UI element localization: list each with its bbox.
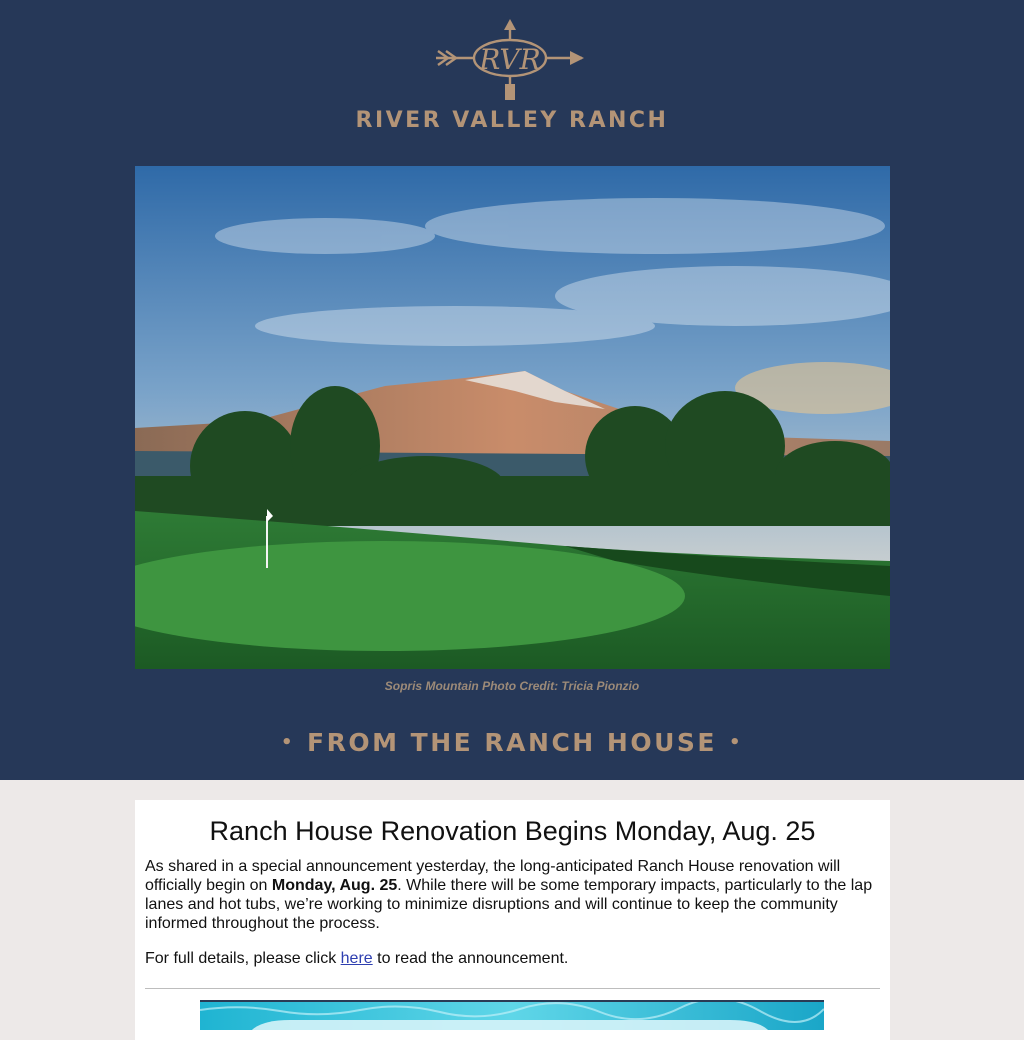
- article-title: Ranch House Renovation Begins Monday, Aug. 25: [209, 816, 816, 846]
- intro-date: Monday, Aug. 25: [271, 877, 398, 894]
- arrow-monogram-icon: [432, 18, 588, 104]
- announcement-link[interactable]: here: [340, 950, 373, 967]
- bullet-right: •: [728, 732, 743, 753]
- details-text: For full details, please click: [145, 950, 341, 967]
- details-text-rest: to read the announcement.: [372, 950, 569, 967]
- article-intro: [145, 857, 880, 933]
- ranch-logo: [432, 18, 588, 104]
- bullet-left: •: [280, 732, 295, 753]
- article-card: [135, 800, 890, 1040]
- section-heading-text: FROM THE RANCH HOUSE: [307, 728, 717, 757]
- divider: [145, 988, 880, 989]
- intro-text: As shared in a special announcement yesterday, the long-anticipated Ranch House renovation will officially begin on: [145, 858, 841, 894]
- photo-caption: Sopris Mountain Photo Credit: Tricia Pionzio: [384, 679, 640, 693]
- pool-image: [200, 1000, 824, 1030]
- section-heading: [0, 728, 1024, 757]
- hero-image: [135, 166, 890, 669]
- article-details: [145, 949, 880, 968]
- logo-monogram: RVR: [479, 43, 541, 76]
- intro-text-rest: . While there will be some temporary impacts, particularly to the lap lanes and hot tubs, we’re working to minimize disruptions and will continue to keep the community informed throughout the process.: [145, 877, 873, 932]
- brand-name: RIVER VALLEY RANCH: [355, 108, 669, 133]
